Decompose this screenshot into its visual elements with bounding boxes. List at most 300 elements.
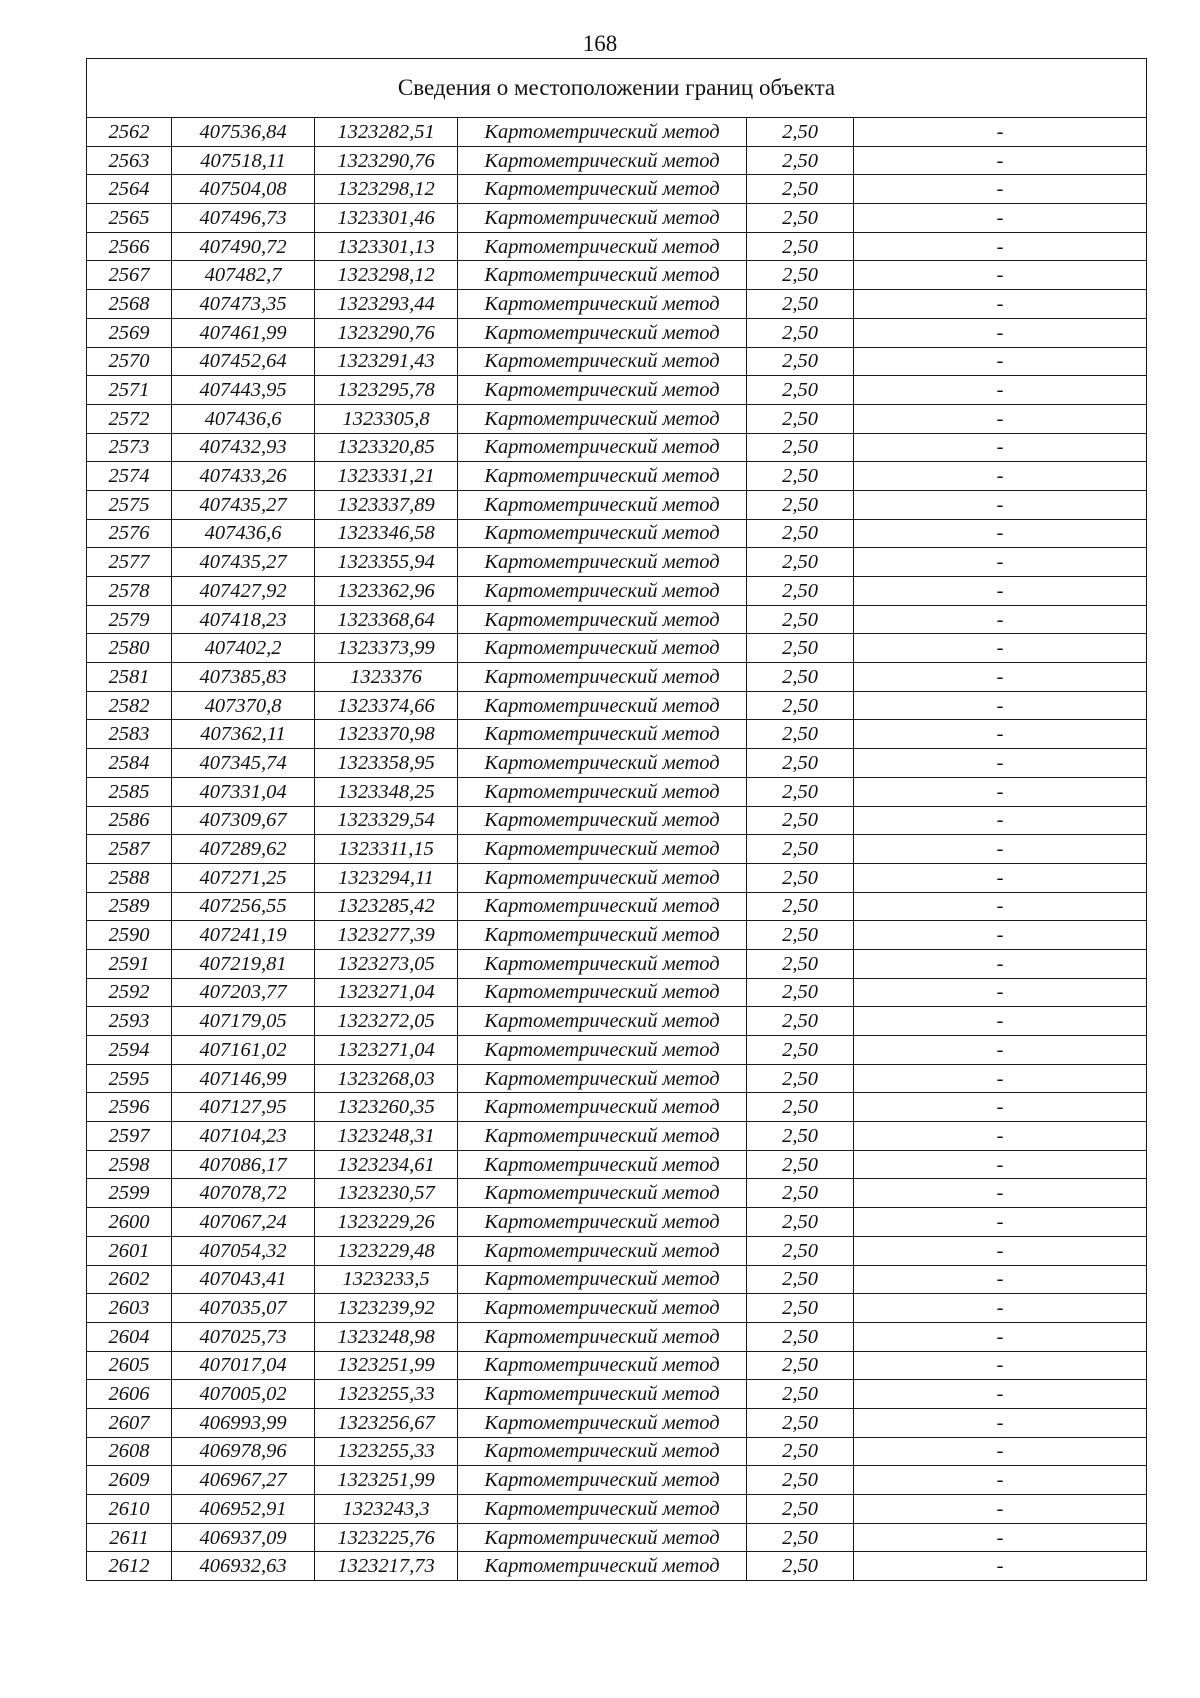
description-cell: - (854, 949, 1147, 978)
point-number-cell: 2569 (87, 318, 172, 347)
description-cell: - (854, 577, 1147, 606)
table-row (87, 376, 1147, 405)
method-cell: Картометрический метод (458, 1322, 747, 1351)
table-row (87, 577, 1147, 606)
point-number-cell: 2596 (87, 1093, 172, 1122)
table-row (87, 806, 1147, 835)
x-coordinate-cell: 407146,99 (172, 1064, 315, 1093)
x-coordinate-cell: 407309,67 (172, 806, 315, 835)
table-row (87, 1093, 1147, 1122)
point-number-cell: 2573 (87, 433, 172, 462)
method-cell: Картометрический метод (458, 1150, 747, 1179)
y-coordinate-cell: 1323355,94 (315, 548, 458, 577)
table-row (87, 1351, 1147, 1380)
x-coordinate-cell: 407482,7 (172, 261, 315, 290)
y-coordinate-cell: 1323230,57 (315, 1179, 458, 1208)
accuracy-cell: 2,50 (747, 691, 854, 720)
description-cell: - (854, 892, 1147, 921)
method-cell: Картометрический метод (458, 204, 747, 233)
description-cell: - (854, 1150, 1147, 1179)
y-coordinate-cell: 1323290,76 (315, 146, 458, 175)
accuracy-cell: 2,50 (747, 1236, 854, 1265)
y-coordinate-cell: 1323301,46 (315, 204, 458, 233)
y-coordinate-cell: 1323376 (315, 663, 458, 692)
description-cell: - (854, 1380, 1147, 1409)
accuracy-cell: 2,50 (747, 863, 854, 892)
y-coordinate-cell: 1323251,99 (315, 1466, 458, 1495)
method-cell: Картометрический метод (458, 577, 747, 606)
y-coordinate-cell: 1323229,48 (315, 1236, 458, 1265)
accuracy-cell: 2,50 (747, 777, 854, 806)
y-coordinate-cell: 1323255,33 (315, 1380, 458, 1409)
y-coordinate-cell: 1323251,99 (315, 1351, 458, 1380)
point-number-cell: 2604 (87, 1322, 172, 1351)
table-row (87, 318, 1147, 347)
accuracy-cell: 2,50 (747, 1007, 854, 1036)
y-coordinate-cell: 1323255,33 (315, 1437, 458, 1466)
description-cell: - (854, 691, 1147, 720)
y-coordinate-cell: 1323248,31 (315, 1122, 458, 1151)
point-number-cell: 2587 (87, 835, 172, 864)
x-coordinate-cell: 406952,91 (172, 1495, 315, 1524)
x-coordinate-cell: 407504,08 (172, 175, 315, 204)
x-coordinate-cell: 406967,27 (172, 1466, 315, 1495)
accuracy-cell: 2,50 (747, 433, 854, 462)
table-row (87, 777, 1147, 806)
point-number-cell: 2600 (87, 1208, 172, 1237)
y-coordinate-cell: 1323298,12 (315, 261, 458, 290)
y-coordinate-cell: 1323291,43 (315, 347, 458, 376)
point-number-cell: 2578 (87, 577, 172, 606)
table-row (87, 175, 1147, 204)
y-coordinate-cell: 1323305,8 (315, 404, 458, 433)
x-coordinate-cell: 407078,72 (172, 1179, 315, 1208)
accuracy-cell: 2,50 (747, 634, 854, 663)
table-row (87, 1552, 1147, 1581)
point-number-cell: 2568 (87, 290, 172, 319)
x-coordinate-cell: 407017,04 (172, 1351, 315, 1380)
table-row (87, 1466, 1147, 1495)
y-coordinate-cell: 1323298,12 (315, 175, 458, 204)
accuracy-cell: 2,50 (747, 404, 854, 433)
x-coordinate-cell: 407370,8 (172, 691, 315, 720)
accuracy-cell: 2,50 (747, 376, 854, 405)
table-row (87, 1179, 1147, 1208)
table-row (87, 118, 1147, 147)
description-cell: - (854, 1322, 1147, 1351)
x-coordinate-cell: 407473,35 (172, 290, 315, 319)
accuracy-cell: 2,50 (747, 1036, 854, 1065)
table-row (87, 691, 1147, 720)
point-number-cell: 2609 (87, 1466, 172, 1495)
x-coordinate-cell: 407427,92 (172, 577, 315, 606)
x-coordinate-cell: 407490,72 (172, 232, 315, 261)
accuracy-cell: 2,50 (747, 175, 854, 204)
accuracy-cell: 2,50 (747, 1437, 854, 1466)
table-row (87, 404, 1147, 433)
x-coordinate-cell: 407179,05 (172, 1007, 315, 1036)
point-number-cell: 2597 (87, 1122, 172, 1151)
y-coordinate-cell: 1323320,85 (315, 433, 458, 462)
table-row (87, 749, 1147, 778)
x-coordinate-cell: 407435,27 (172, 548, 315, 577)
table-row (87, 290, 1147, 319)
x-coordinate-cell: 407127,95 (172, 1093, 315, 1122)
accuracy-cell: 2,50 (747, 749, 854, 778)
accuracy-cell: 2,50 (747, 261, 854, 290)
point-number-cell: 2572 (87, 404, 172, 433)
y-coordinate-cell: 1323217,73 (315, 1552, 458, 1581)
y-coordinate-cell: 1323233,5 (315, 1265, 458, 1294)
table-row (87, 1408, 1147, 1437)
y-coordinate-cell: 1323373,99 (315, 634, 458, 663)
description-cell: - (854, 634, 1147, 663)
point-number-cell: 2586 (87, 806, 172, 835)
point-number-cell: 2589 (87, 892, 172, 921)
point-number-cell: 2585 (87, 777, 172, 806)
y-coordinate-cell: 1323268,03 (315, 1064, 458, 1093)
point-number-cell: 2566 (87, 232, 172, 261)
description-cell: - (854, 175, 1147, 204)
point-number-cell: 2599 (87, 1179, 172, 1208)
x-coordinate-cell: 407025,73 (172, 1322, 315, 1351)
point-number-cell: 2565 (87, 204, 172, 233)
method-cell: Картометрический метод (458, 318, 747, 347)
point-number-cell: 2603 (87, 1294, 172, 1323)
point-number-cell: 2581 (87, 663, 172, 692)
table-row (87, 634, 1147, 663)
method-cell: Картометрический метод (458, 347, 747, 376)
x-coordinate-cell: 407043,41 (172, 1265, 315, 1294)
table-body (87, 59, 1147, 1581)
description-cell: - (854, 921, 1147, 950)
table-row (87, 347, 1147, 376)
point-number-cell: 2567 (87, 261, 172, 290)
accuracy-cell: 2,50 (747, 1351, 854, 1380)
description-cell: - (854, 118, 1147, 147)
description-cell: - (854, 835, 1147, 864)
method-cell: Картометрический метод (458, 720, 747, 749)
method-cell: Картометрический метод (458, 1093, 747, 1122)
table-row (87, 1265, 1147, 1294)
point-number-cell: 2602 (87, 1265, 172, 1294)
accuracy-cell: 2,50 (747, 1064, 854, 1093)
description-cell: - (854, 978, 1147, 1007)
x-coordinate-cell: 407362,11 (172, 720, 315, 749)
method-cell: Картометрический метод (458, 634, 747, 663)
y-coordinate-cell: 1323277,39 (315, 921, 458, 950)
description-cell: - (854, 1208, 1147, 1237)
method-cell: Картометрический метод (458, 290, 747, 319)
y-coordinate-cell: 1323285,42 (315, 892, 458, 921)
y-coordinate-cell: 1323311,15 (315, 835, 458, 864)
x-coordinate-cell: 407436,6 (172, 404, 315, 433)
table-caption: Сведения о местоположении границ объекта (87, 59, 1147, 118)
accuracy-cell: 2,50 (747, 347, 854, 376)
accuracy-cell: 2,50 (747, 146, 854, 175)
accuracy-cell: 2,50 (747, 1408, 854, 1437)
table-row (87, 146, 1147, 175)
x-coordinate-cell: 407104,23 (172, 1122, 315, 1151)
accuracy-cell: 2,50 (747, 605, 854, 634)
accuracy-cell: 2,50 (747, 548, 854, 577)
y-coordinate-cell: 1323260,35 (315, 1093, 458, 1122)
point-number-cell: 2579 (87, 605, 172, 634)
accuracy-cell: 2,50 (747, 720, 854, 749)
y-coordinate-cell: 1323362,96 (315, 577, 458, 606)
point-number-cell: 2606 (87, 1380, 172, 1409)
table-row (87, 1380, 1147, 1409)
description-cell: - (854, 146, 1147, 175)
method-cell: Картометрический метод (458, 118, 747, 147)
y-coordinate-cell: 1323294,11 (315, 863, 458, 892)
method-cell: Картометрический метод (458, 376, 747, 405)
accuracy-cell: 2,50 (747, 1466, 854, 1495)
description-cell: - (854, 404, 1147, 433)
x-coordinate-cell: 407086,17 (172, 1150, 315, 1179)
description-cell: - (854, 462, 1147, 491)
method-cell: Картометрический метод (458, 863, 747, 892)
description-cell: - (854, 1036, 1147, 1065)
y-coordinate-cell: 1323293,44 (315, 290, 458, 319)
point-number-cell: 2608 (87, 1437, 172, 1466)
y-coordinate-cell: 1323295,78 (315, 376, 458, 405)
method-cell: Картометрический метод (458, 605, 747, 634)
method-cell: Картометрический метод (458, 1437, 747, 1466)
x-coordinate-cell: 407256,55 (172, 892, 315, 921)
method-cell: Картометрический метод (458, 1495, 747, 1524)
point-number-cell: 2605 (87, 1351, 172, 1380)
point-number-cell: 2594 (87, 1036, 172, 1065)
point-number-cell: 2595 (87, 1064, 172, 1093)
accuracy-cell: 2,50 (747, 663, 854, 692)
method-cell: Картометрический метод (458, 663, 747, 692)
y-coordinate-cell: 1323290,76 (315, 318, 458, 347)
method-cell: Картометрический метод (458, 490, 747, 519)
accuracy-cell: 2,50 (747, 949, 854, 978)
y-coordinate-cell: 1323368,64 (315, 605, 458, 634)
point-number-cell: 2580 (87, 634, 172, 663)
description-cell: - (854, 1064, 1147, 1093)
point-number-cell: 2590 (87, 921, 172, 950)
accuracy-cell: 2,50 (747, 118, 854, 147)
table-row (87, 1150, 1147, 1179)
method-cell: Картометрический метод (458, 921, 747, 950)
point-number-cell: 2564 (87, 175, 172, 204)
method-cell: Картометрический метод (458, 1552, 747, 1581)
y-coordinate-cell: 1323271,04 (315, 978, 458, 1007)
x-coordinate-cell: 407054,32 (172, 1236, 315, 1265)
accuracy-cell: 2,50 (747, 318, 854, 347)
accuracy-cell: 2,50 (747, 892, 854, 921)
x-coordinate-cell: 407461,99 (172, 318, 315, 347)
description-cell: - (854, 318, 1147, 347)
method-cell: Картометрический метод (458, 462, 747, 491)
y-coordinate-cell: 1323370,98 (315, 720, 458, 749)
method-cell: Картометрический метод (458, 232, 747, 261)
point-number-cell: 2588 (87, 863, 172, 892)
accuracy-cell: 2,50 (747, 1380, 854, 1409)
y-coordinate-cell: 1323256,67 (315, 1408, 458, 1437)
y-coordinate-cell: 1323225,76 (315, 1523, 458, 1552)
x-coordinate-cell: 407433,26 (172, 462, 315, 491)
method-cell: Картометрический метод (458, 1408, 747, 1437)
point-number-cell: 2601 (87, 1236, 172, 1265)
table-row (87, 720, 1147, 749)
y-coordinate-cell: 1323272,05 (315, 1007, 458, 1036)
description-cell: - (854, 777, 1147, 806)
method-cell: Картометрический метод (458, 1007, 747, 1036)
table-row (87, 1523, 1147, 1552)
accuracy-cell: 2,50 (747, 1179, 854, 1208)
method-cell: Картометрический метод (458, 835, 747, 864)
x-coordinate-cell: 407518,11 (172, 146, 315, 175)
description-cell: - (854, 1523, 1147, 1552)
method-cell: Картометрический метод (458, 1208, 747, 1237)
point-number-cell: 2571 (87, 376, 172, 405)
y-coordinate-cell: 1323374,66 (315, 691, 458, 720)
accuracy-cell: 2,50 (747, 519, 854, 548)
table-row (87, 232, 1147, 261)
method-cell: Картометрический метод (458, 749, 747, 778)
x-coordinate-cell: 406932,63 (172, 1552, 315, 1581)
table-row (87, 1122, 1147, 1151)
y-coordinate-cell: 1323229,26 (315, 1208, 458, 1237)
y-coordinate-cell: 1323337,89 (315, 490, 458, 519)
table-row (87, 949, 1147, 978)
method-cell: Картометрический метод (458, 777, 747, 806)
accuracy-cell: 2,50 (747, 1322, 854, 1351)
description-cell: - (854, 1408, 1147, 1437)
accuracy-cell: 2,50 (747, 1552, 854, 1581)
description-cell: - (854, 1351, 1147, 1380)
description-cell: - (854, 548, 1147, 577)
description-cell: - (854, 806, 1147, 835)
method-cell: Картометрический метод (458, 892, 747, 921)
y-coordinate-cell: 1323273,05 (315, 949, 458, 978)
point-number-cell: 2598 (87, 1150, 172, 1179)
point-number-cell: 2562 (87, 118, 172, 147)
x-coordinate-cell: 406993,99 (172, 1408, 315, 1437)
table-row (87, 605, 1147, 634)
y-coordinate-cell: 1323329,54 (315, 806, 458, 835)
table-row (87, 204, 1147, 233)
x-coordinate-cell: 407241,19 (172, 921, 315, 950)
table-row (87, 490, 1147, 519)
method-cell: Картометрический метод (458, 548, 747, 577)
point-number-cell: 2582 (87, 691, 172, 720)
accuracy-cell: 2,50 (747, 1122, 854, 1151)
description-cell: - (854, 490, 1147, 519)
description-cell: - (854, 720, 1147, 749)
point-number-cell: 2584 (87, 749, 172, 778)
x-coordinate-cell: 407035,07 (172, 1294, 315, 1323)
caption-row (87, 59, 1147, 118)
accuracy-cell: 2,50 (747, 290, 854, 319)
method-cell: Картометрический метод (458, 1179, 747, 1208)
point-number-cell: 2591 (87, 949, 172, 978)
description-cell: - (854, 232, 1147, 261)
description-cell: - (854, 1265, 1147, 1294)
table-row (87, 1294, 1147, 1323)
y-coordinate-cell: 1323282,51 (315, 118, 458, 147)
x-coordinate-cell: 407452,64 (172, 347, 315, 376)
method-cell: Картометрический метод (458, 146, 747, 175)
description-cell: - (854, 1179, 1147, 1208)
x-coordinate-cell: 407536,84 (172, 118, 315, 147)
point-number-cell: 2574 (87, 462, 172, 491)
table-row (87, 1036, 1147, 1065)
point-number-cell: 2607 (87, 1408, 172, 1437)
y-coordinate-cell: 1323348,25 (315, 777, 458, 806)
y-coordinate-cell: 1323243,3 (315, 1495, 458, 1524)
method-cell: Картометрический метод (458, 175, 747, 204)
accuracy-cell: 2,50 (747, 835, 854, 864)
description-cell: - (854, 605, 1147, 634)
table-row (87, 1064, 1147, 1093)
method-cell: Картометрический метод (458, 1294, 747, 1323)
x-coordinate-cell: 407436,6 (172, 519, 315, 548)
description-cell: - (854, 204, 1147, 233)
method-cell: Картометрический метод (458, 1466, 747, 1495)
table-row (87, 863, 1147, 892)
point-number-cell: 2593 (87, 1007, 172, 1036)
x-coordinate-cell: 407385,83 (172, 663, 315, 692)
table-row (87, 1495, 1147, 1524)
table-row (87, 1208, 1147, 1237)
table-row (87, 548, 1147, 577)
boundary-coordinates-table (86, 58, 1147, 1581)
x-coordinate-cell: 407402,2 (172, 634, 315, 663)
method-cell: Картометрический метод (458, 691, 747, 720)
method-cell: Картометрический метод (458, 519, 747, 548)
accuracy-cell: 2,50 (747, 1523, 854, 1552)
description-cell: - (854, 663, 1147, 692)
table-row (87, 892, 1147, 921)
description-cell: - (854, 347, 1147, 376)
description-cell: - (854, 1466, 1147, 1495)
table-row (87, 835, 1147, 864)
y-coordinate-cell: 1323239,92 (315, 1294, 458, 1323)
x-coordinate-cell: 407005,02 (172, 1380, 315, 1409)
method-cell: Картометрический метод (458, 433, 747, 462)
x-coordinate-cell: 407203,77 (172, 978, 315, 1007)
point-number-cell: 2611 (87, 1523, 172, 1552)
accuracy-cell: 2,50 (747, 1294, 854, 1323)
description-cell: - (854, 1294, 1147, 1323)
table-row (87, 1437, 1147, 1466)
point-number-cell: 2576 (87, 519, 172, 548)
description-cell: - (854, 1437, 1147, 1466)
table-row (87, 921, 1147, 950)
accuracy-cell: 2,50 (747, 577, 854, 606)
y-coordinate-cell: 1323271,04 (315, 1036, 458, 1065)
y-coordinate-cell: 1323234,61 (315, 1150, 458, 1179)
x-coordinate-cell: 407443,95 (172, 376, 315, 405)
x-coordinate-cell: 407219,81 (172, 949, 315, 978)
description-cell: - (854, 433, 1147, 462)
description-cell: - (854, 1122, 1147, 1151)
x-coordinate-cell: 407331,04 (172, 777, 315, 806)
description-cell: - (854, 376, 1147, 405)
description-cell: - (854, 1093, 1147, 1122)
point-number-cell: 2583 (87, 720, 172, 749)
method-cell: Картометрический метод (458, 1265, 747, 1294)
x-coordinate-cell: 407067,24 (172, 1208, 315, 1237)
page-number: 168 (582, 31, 618, 56)
method-cell: Картометрический метод (458, 1351, 747, 1380)
table-row (87, 1236, 1147, 1265)
